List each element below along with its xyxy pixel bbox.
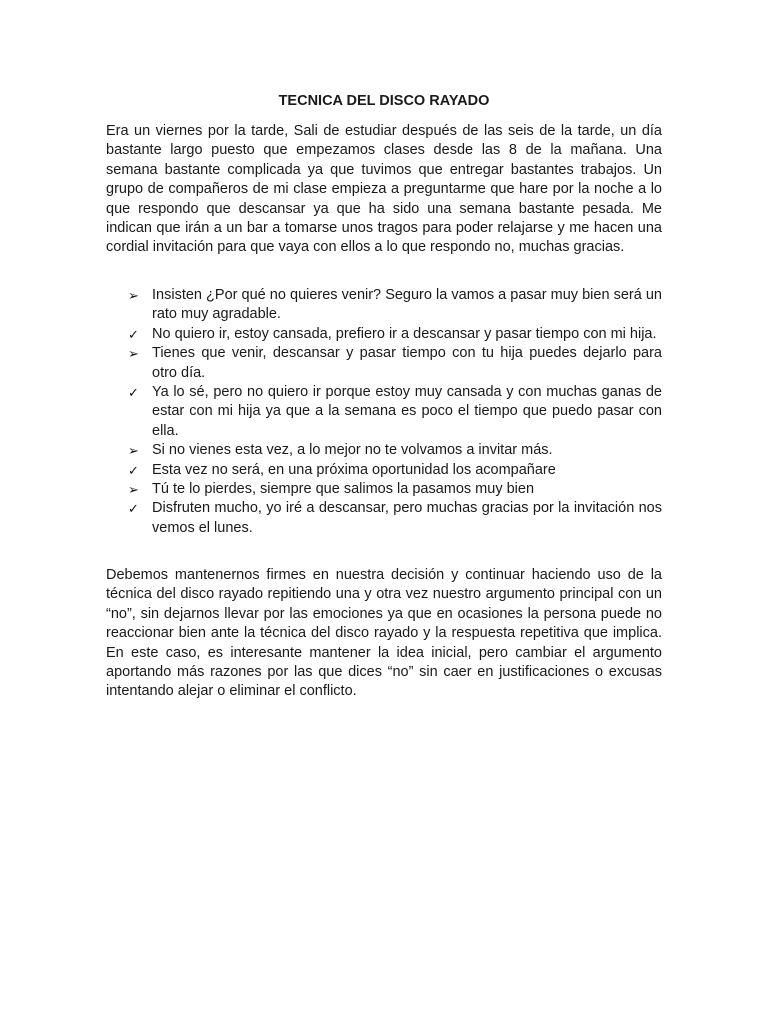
arrow-bullet-icon: ➢ bbox=[128, 443, 139, 459]
dialogue-item bbox=[106, 499, 662, 538]
dialogue-text: Tienes que venir, descansar y pasar tiempo con tu hija puedes dejarlo para otro día. bbox=[152, 345, 662, 381]
dialogue-text: Ya lo sé, pero no quiero ir porque estoy muy cansada y con muchas ganas de estar con mi hija ya que a la semana es poco el tiempo que puedo pasar con ella. bbox=[152, 384, 662, 439]
dialogue-item bbox=[106, 480, 662, 499]
dialogue-item bbox=[106, 383, 662, 441]
dialogue-text: No quiero ir, estoy cansada, prefiero ir a descansar y pasar tiempo con mi hija. bbox=[152, 325, 657, 342]
closing-paragraph: Debemos mantenernos firmes en nuestra decisión y continuar haciendo uso de la técnica del disco rayado repitiendo una y otra vez nuestro argumento principal con un “no”, sin dejarnos llevar por las emociones ya que en ocasiones la persona puede no reaccionar bien ante la técnica del disco rayado y la respuesta repetitiva que implica. En este caso, es interesante mantener la idea inicial, pero cambiar el argumento aportando más razones por las que dices “no” sin caer en justificaciones o excusas intentando alejar o eliminar el conflicto. bbox=[106, 567, 662, 700]
arrow-bullet-icon: ➢ bbox=[128, 482, 139, 498]
dialogue-item bbox=[106, 461, 662, 480]
check-bullet-icon: ✓ bbox=[128, 501, 139, 517]
check-bullet-icon: ✓ bbox=[128, 326, 139, 342]
dialogue-text: Si no vienes esta vez, a lo mejor no te volvamos a invitar más. bbox=[152, 442, 553, 459]
intro-paragraph: Era un viernes por la tarde, Sali de estudiar después de las seis de la tarde, un día bastante largo puesto que empezamos clases desde las 8 de la mañana. Una semana bastante complicada ya que tuvimos que entregar bastantes trabajos. Un grupo de compañeros de mi clase empieza a preguntarme que hare por la noche a lo que respondo que descansar ya que ha sido una semana bastante pesada. Me indican que irán a un bar a tomarse unos tragos para poder relajarse y me hacen una cordial invitación para que vaya con ellos a lo que respondo no, muchas gracias. bbox=[106, 123, 662, 256]
arrow-bullet-icon: ➢ bbox=[128, 288, 139, 303]
dialogue-item bbox=[106, 325, 662, 344]
arrow-bullet-icon: ➢ bbox=[128, 346, 139, 362]
dialogue-text: Disfruten mucho, yo iré a descansar, pero muchas gracias por la invitación nos vemos el lunes. bbox=[152, 500, 662, 536]
dialogue-text: Esta vez no será, en una próxima oportunidad los acompañare bbox=[152, 461, 556, 478]
check-bullet-icon: ✓ bbox=[128, 385, 139, 401]
dialogue-item bbox=[106, 441, 662, 460]
document-title: TECNICA DEL DISCO RAYADO bbox=[278, 93, 490, 109]
dialogue-text: Tú te lo pierdes, siempre que salimos la pasamos muy bien bbox=[152, 481, 535, 498]
dialogue-list bbox=[106, 286, 662, 538]
dialogue-item bbox=[106, 286, 662, 325]
dialogue-item bbox=[106, 344, 662, 383]
check-bullet-icon: ✓ bbox=[128, 462, 139, 478]
dialogue-text: Insisten ¿Por qué no quieres venir? Seguro la vamos a pasar muy bien será un rato muy agradable. bbox=[152, 287, 662, 323]
